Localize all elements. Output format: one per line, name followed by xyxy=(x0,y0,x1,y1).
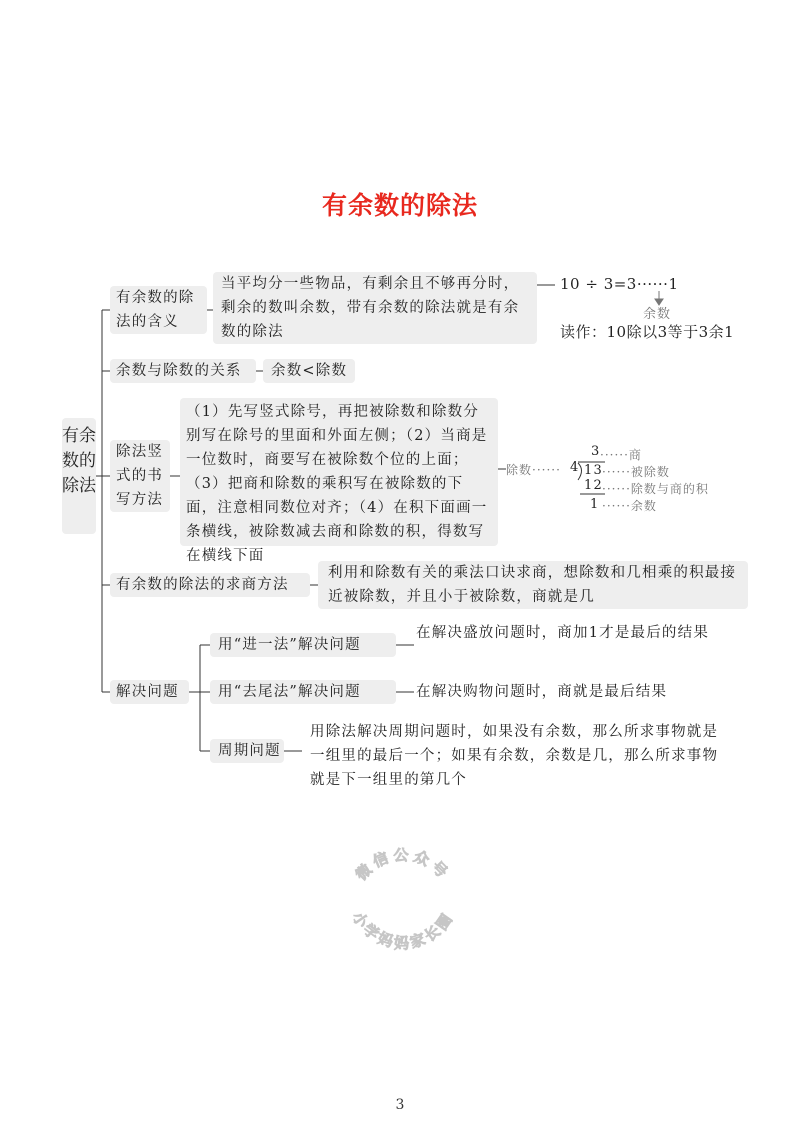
node-solve-child-1-desc: 在解决盛放问题时，商加1才是最后的结果 xyxy=(416,625,710,641)
stamp-top-text: 微信公众号 xyxy=(352,846,454,884)
node-solve-child-3 xyxy=(210,739,284,763)
node-quotient-desc xyxy=(318,561,748,609)
node-relation-desc-text: 余数<除数 xyxy=(271,363,348,379)
node-written xyxy=(110,440,170,512)
page-title: 有余数的除法 xyxy=(321,191,478,220)
node-quotient xyxy=(110,573,310,597)
division-divisor: 4 xyxy=(570,460,580,475)
node-meaning-desc xyxy=(213,272,537,344)
node-meaning xyxy=(110,286,207,334)
example-remainder-tag: 余数 xyxy=(643,307,672,322)
root-node xyxy=(62,418,96,534)
node-solve-child-2 xyxy=(210,680,396,704)
node-solve-label: 解决问题 xyxy=(116,684,179,700)
node-relation xyxy=(110,359,256,383)
node-solve-child-2-desc: 在解决购物问题时，商就是最后结果 xyxy=(416,684,668,700)
division-quotient: 3 xyxy=(591,444,601,459)
division-product: 12 xyxy=(584,478,603,493)
example-equation: 10 ÷ 3=3······1 xyxy=(560,275,679,293)
node-solve-child-1 xyxy=(210,633,396,657)
node-solve-child-2-label: 用“去尾法”解决问题 xyxy=(218,684,361,700)
node-relation-desc xyxy=(263,359,355,383)
node-written-label: 除法竖式的书写方法 xyxy=(116,444,164,508)
division-label-divisor: 除数······ xyxy=(506,463,561,477)
svg-text:微信公众号 xyxy=(352,846,454,884)
stamp-bottom-text: 小学妈妈家长圈 xyxy=(348,908,458,952)
node-meaning-desc-text: 当平均分一些物品，有剩余且不够再分时，剩余的数叫余数，带有余数的除法就是有余数的除法 xyxy=(221,276,520,340)
division-label-product: ······除数与商的积 xyxy=(602,482,709,496)
example-reading: 读作：10除以3等于3余1 xyxy=(560,323,735,341)
division-remainder: 1 xyxy=(590,497,600,512)
node-solve xyxy=(110,680,189,704)
division-label-dividend: ······被除数 xyxy=(602,465,670,479)
page-number: 3 xyxy=(395,1097,405,1113)
root-label: 有余数的除法 xyxy=(62,426,96,496)
node-solve-child-1-label: 用“进一法”解决问题 xyxy=(218,637,361,653)
division-dividend: 13 xyxy=(584,463,603,478)
node-quotient-desc-text: 利用和除数有关的乘法口诀求商，想除数和几相乘的积最接近被除数，并且小于被除数，商就是几 xyxy=(328,565,737,605)
node-written-desc-text: （1）先写竖式除号，再把被除数和除数分别写在除号的里面和外面左侧；（2）当商是一位数时，商要写在被除数个位的上面；（3）把商和除数的乘积写在被除数的下面，注意相同数位对齐；（4）在积下面画一条横线，被除数减去商和除数的积，得数写在横线下面 xyxy=(186,404,488,564)
node-solve-child-3-label: 周期问题 xyxy=(218,743,281,759)
node-written-desc xyxy=(180,398,498,564)
node-quotient-label: 有余数的除法的求商方法 xyxy=(116,577,289,593)
watermark-stamp xyxy=(333,830,473,970)
division-label-remainder: ······余数 xyxy=(602,499,657,513)
node-meaning-label: 有余数的除法的含义 xyxy=(116,290,195,330)
division-label-quotient: ······商 xyxy=(600,448,642,462)
node-relation-label: 余数与除数的关系 xyxy=(116,363,242,379)
node-solve-child-3-desc: 用除法解决周期问题时，如果没有余数，那么所求事物就是一组里的最后一个；如果有余数，余数是几，那么所求事物就是下一组里的第几个 xyxy=(310,724,719,788)
svg-text:小学妈妈家长圈 xyxy=(348,908,457,952)
